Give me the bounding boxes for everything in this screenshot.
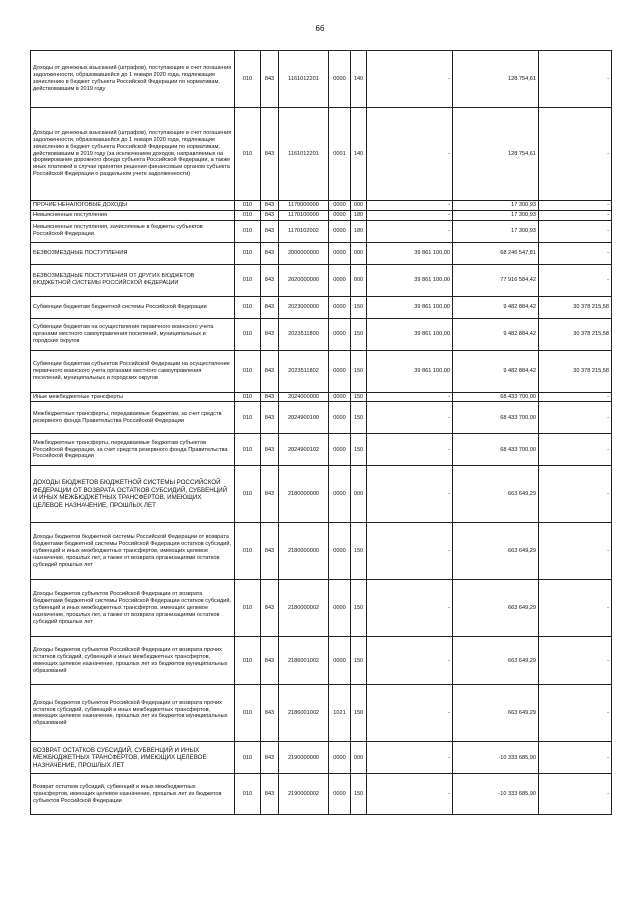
row-name: Невыясненные поступления	[31, 210, 235, 220]
row-code-1: 010	[235, 264, 261, 296]
row-code-5: 000	[351, 742, 367, 774]
row-name: Межбюджетные трансферты, передаваемые бюджетам субъектов Российской Федерации, за счет средств резервного фонда Правительства Российской Федерации	[31, 434, 235, 466]
row-code-2: 843	[261, 434, 279, 466]
row-value-2: 68 246 547,81	[453, 242, 539, 264]
table-row	[31, 742, 612, 774]
table-row	[31, 466, 612, 523]
row-code-4: 0001	[329, 108, 351, 201]
row-value-1: -	[367, 434, 453, 466]
row-code-5: 150	[351, 296, 367, 318]
row-code-4: 0000	[329, 637, 351, 685]
row-code-1: 010	[235, 523, 261, 580]
row-code-5: 150	[351, 637, 367, 685]
row-code-4: 0000	[329, 392, 351, 402]
row-code-2: 843	[261, 580, 279, 637]
page-number: 66	[315, 24, 325, 33]
row-value-3: -	[539, 685, 612, 742]
row-code-2: 843	[261, 242, 279, 264]
row-code-3: 1170100000	[279, 210, 329, 220]
row-code-1: 010	[235, 774, 261, 815]
row-name: Доходы от денежных взысканий (штрафов), поступающие в счет погашения задолженности, образовавшейся до 1 января 2020 года, подлежащие зачислению в бюджет субъекта Российской Федерации по нормативам, действовавшим в 2019 году	[31, 51, 235, 108]
row-name: ПРОЧИЕ НЕНАЛОГОВЫЕ ДОХОДЫ	[31, 201, 235, 211]
row-value-2: 9 482 884,42	[453, 318, 539, 350]
row-value-3: 30 378 215,58	[539, 318, 612, 350]
row-code-1: 010	[235, 580, 261, 637]
row-value-2: 68 433 700,00	[453, 434, 539, 466]
row-value-3: -	[539, 108, 612, 201]
row-name: Субвенции бюджетам бюджетной системы Российской Федерации	[31, 296, 235, 318]
row-code-1: 010	[235, 296, 261, 318]
row-name: ВОЗВРАТ ОСТАТКОВ СУБСИДИЙ, СУБВЕНЦИЙ И ИНЫХ МЕЖБЮДЖЕТНЫХ ТРАНСФЕРТОВ, ИМЕЮЩИХ ЦЕЛЕВОЕ НАЗНАЧЕНИЕ, ПРОШЛЫХ ЛЕТ	[31, 742, 235, 774]
row-code-5: 000	[351, 201, 367, 211]
row-value-2: 17 300,93	[453, 220, 539, 242]
row-value-3: -	[539, 523, 612, 580]
row-value-1: 39 861 100,00	[367, 318, 453, 350]
row-code-1: 010	[235, 318, 261, 350]
row-value-2: -10 333 685,90	[453, 742, 539, 774]
table-row	[31, 402, 612, 434]
row-name: Доходы от денежных взысканий (штрафов), поступающие в счет погашения задолженности, образовавшейся до 1 января 2020 года, подлежащие зачислению в бюджет субъекта Российской Федерации по нормативам, действовавшим в 2019 году (за исключением доходов, направляемых на формирование дорожного фонда субъекта Российской Федерации, а также иных платежей в случае принятия решения финансовым органом субъекта Российской Федерации о раздельном учете задолженности)	[31, 108, 235, 201]
row-value-2: 9 482 884,42	[453, 296, 539, 318]
row-code-3: 2024900100	[279, 402, 329, 434]
table-row	[31, 318, 612, 350]
row-code-4: 0000	[329, 51, 351, 108]
row-code-2: 843	[261, 523, 279, 580]
row-code-2: 843	[261, 685, 279, 742]
row-value-2: 9 482 884,42	[453, 350, 539, 392]
row-code-1: 010	[235, 685, 261, 742]
row-code-3: 2024000000	[279, 392, 329, 402]
row-value-1: -	[367, 220, 453, 242]
row-code-5: 150	[351, 685, 367, 742]
row-name: Возврат остатков субсидий, субвенций и иных межбюджетных трансфертов, имеющих целевое назначение, прошлых лет из бюджетов субъектов Российской Федерации	[31, 774, 235, 815]
row-code-3: 2186001002	[279, 637, 329, 685]
row-value-1: 39 861 100,00	[367, 350, 453, 392]
row-name: Невыясненные поступления, зачисляемые в бюджеты субъектов Российской Федерации	[31, 220, 235, 242]
row-value-2: 17 300,93	[453, 210, 539, 220]
row-code-2: 843	[261, 108, 279, 201]
row-value-1: -	[367, 402, 453, 434]
row-value-3: -	[539, 201, 612, 211]
row-code-3: 2023511802	[279, 350, 329, 392]
row-name: Межбюджетные трансферты, передаваемые бюджетам, за счет средств резервного фонда Правительства Российской Федерации	[31, 402, 235, 434]
row-value-1: -	[367, 108, 453, 201]
row-value-2: 663 649,29	[453, 637, 539, 685]
row-code-1: 010	[235, 637, 261, 685]
row-name: Доходы бюджетов бюджетной системы Российской Федерации от возврата бюджетами бюджетной системы Российской Федерации остатков субсидий, субвенций и иных межбюджетных трансфертов, имеющих целевое назначение, прошлых лет, а также от возврата организациями остатков субсидий прошлых лет	[31, 523, 235, 580]
row-name: Доходы бюджетов субъектов Российской Федерации от возврата прочих остатков субсидий, субвенций и иных межбюджетных трансфертов, имеющих целевое назначение, прошлых лет из бюджетов муниципальных образований	[31, 637, 235, 685]
row-code-2: 843	[261, 392, 279, 402]
row-code-4: 0000	[329, 220, 351, 242]
row-code-3: 1170000000	[279, 201, 329, 211]
row-value-3: -	[539, 264, 612, 296]
row-code-4: 0000	[329, 742, 351, 774]
row-code-3: 2180000002	[279, 580, 329, 637]
row-code-2: 843	[261, 350, 279, 392]
row-code-3: 2023511800	[279, 318, 329, 350]
row-value-1: 39 861 100,00	[367, 264, 453, 296]
row-code-5: 150	[351, 580, 367, 637]
row-value-3: -	[539, 402, 612, 434]
table-row	[31, 296, 612, 318]
row-code-4: 0000	[329, 296, 351, 318]
row-code-4: 0000	[329, 201, 351, 211]
row-code-5: 150	[351, 392, 367, 402]
row-code-5: 180	[351, 210, 367, 220]
table-row	[31, 210, 612, 220]
row-code-2: 843	[261, 466, 279, 523]
row-code-1: 010	[235, 201, 261, 211]
row-code-1: 010	[235, 742, 261, 774]
row-code-5: 150	[351, 523, 367, 580]
row-value-2: 77 916 584,42	[453, 264, 539, 296]
row-value-3: -	[539, 242, 612, 264]
row-value-3: 30 378 215,58	[539, 296, 612, 318]
row-code-4: 1021	[329, 685, 351, 742]
row-code-4: 0000	[329, 580, 351, 637]
row-value-1: -	[367, 466, 453, 523]
table-row	[31, 434, 612, 466]
row-value-1: -	[367, 210, 453, 220]
row-code-1: 010	[235, 434, 261, 466]
row-name: Иные межбюджетные трансферты	[31, 392, 235, 402]
row-code-3: 2000000000	[279, 242, 329, 264]
row-code-5: 150	[351, 318, 367, 350]
table-row	[31, 264, 612, 296]
row-value-3: 30 378 215,58	[539, 350, 612, 392]
row-value-3: -	[539, 580, 612, 637]
table-row	[31, 523, 612, 580]
row-value-1: -	[367, 774, 453, 815]
row-code-3: 2190000000	[279, 742, 329, 774]
row-code-4: 0000	[329, 242, 351, 264]
row-value-3: -	[539, 637, 612, 685]
table-row	[31, 220, 612, 242]
row-value-2: 128 754,61	[453, 108, 539, 201]
row-code-3: 2186001002	[279, 685, 329, 742]
row-code-2: 843	[261, 264, 279, 296]
row-value-3: -	[539, 774, 612, 815]
row-name: Субвенции бюджетам на осуществление первичного воинского учета органами местного самоуправления поселений, муниципальных и городских округов	[31, 318, 235, 350]
row-code-4: 0000	[329, 434, 351, 466]
row-value-1: -	[367, 580, 453, 637]
row-code-4: 0000	[329, 350, 351, 392]
row-value-3: -	[539, 392, 612, 402]
table-row	[31, 201, 612, 211]
row-code-5: 000	[351, 466, 367, 523]
table-row	[31, 350, 612, 392]
row-code-1: 010	[235, 220, 261, 242]
row-code-2: 843	[261, 318, 279, 350]
table-row	[31, 637, 612, 685]
row-code-1: 010	[235, 108, 261, 201]
row-value-2: 663 649,29	[453, 685, 539, 742]
row-code-2: 843	[261, 742, 279, 774]
row-value-2: 68 433 700,00	[453, 392, 539, 402]
row-code-1: 010	[235, 466, 261, 523]
row-code-5: 180	[351, 220, 367, 242]
row-code-2: 843	[261, 296, 279, 318]
table-row	[31, 51, 612, 108]
row-code-4: 0000	[329, 210, 351, 220]
row-code-5: 150	[351, 402, 367, 434]
row-code-1: 010	[235, 51, 261, 108]
row-code-2: 843	[261, 51, 279, 108]
row-value-2: 663 649,29	[453, 523, 539, 580]
row-code-3: 2023000000	[279, 296, 329, 318]
table-row	[31, 242, 612, 264]
row-value-2: 17 300,93	[453, 201, 539, 211]
row-name: БЕЗВОЗМЕЗДНЫЕ ПОСТУПЛЕНИЯ ОТ ДРУГИХ БЮДЖЕТОВ БЮДЖЕТНОЙ СИСТЕМЫ РОССИЙСКОЙ ФЕДЕРАЦИИ	[31, 264, 235, 296]
row-value-1: -	[367, 392, 453, 402]
row-code-2: 843	[261, 402, 279, 434]
row-value-2: -10 333 685,90	[453, 774, 539, 815]
row-value-1: 39 861 100,00	[367, 296, 453, 318]
row-value-2: 663 649,29	[453, 466, 539, 523]
row-value-1: -	[367, 685, 453, 742]
row-code-5: 000	[351, 264, 367, 296]
row-code-5: 140	[351, 51, 367, 108]
table-row	[31, 392, 612, 402]
row-code-1: 010	[235, 392, 261, 402]
row-code-3: 2190000002	[279, 774, 329, 815]
row-name: БЕЗВОЗМЕЗДНЫЕ ПОСТУПЛЕНИЯ	[31, 242, 235, 264]
row-code-4: 0000	[329, 402, 351, 434]
table-row	[31, 580, 612, 637]
row-code-5: 140	[351, 108, 367, 201]
row-value-3: -	[539, 466, 612, 523]
row-code-1: 010	[235, 242, 261, 264]
row-value-2: 128 754,61	[453, 51, 539, 108]
row-code-3: 2024900102	[279, 434, 329, 466]
row-value-1: -	[367, 523, 453, 580]
table-row	[31, 685, 612, 742]
row-value-1: -	[367, 201, 453, 211]
row-value-1: -	[367, 742, 453, 774]
row-value-3: -	[539, 742, 612, 774]
row-value-2: 68 433 700,00	[453, 402, 539, 434]
row-code-2: 843	[261, 774, 279, 815]
row-value-1: -	[367, 637, 453, 685]
row-value-3: -	[539, 51, 612, 108]
row-code-5: 000	[351, 242, 367, 264]
row-value-3: -	[539, 220, 612, 242]
row-code-3: 2180000000	[279, 466, 329, 523]
row-code-3: 1161012201	[279, 108, 329, 201]
row-name: ДОХОДЫ БЮДЖЕТОВ БЮДЖЕТНОЙ СИСТЕМЫ РОССИЙСКОЙ ФЕДЕРАЦИИ ОТ ВОЗВРАТА ОСТАТКОВ СУБСИДИЙ, СУБВЕНЦИЙ И ИНЫХ МЕЖБЮДЖЕТНЫХ ТРАНСФЕРТОВ, ИМЕЮЩИХ ЦЕЛЕВОЕ НАЗНАЧЕНИЕ, ПРОШЛЫХ ЛЕТ	[31, 466, 235, 523]
row-value-1: 39 861 100,00	[367, 242, 453, 264]
row-code-2: 843	[261, 210, 279, 220]
row-name: Субвенции бюджетам субъектов Российской Федерации на осуществление первичного воинского учета органами местного самоуправления поселений, муниципальных и городских округов	[31, 350, 235, 392]
row-code-2: 843	[261, 201, 279, 211]
row-code-4: 0000	[329, 466, 351, 523]
row-code-1: 010	[235, 350, 261, 392]
row-value-3: -	[539, 210, 612, 220]
row-code-5: 150	[351, 434, 367, 466]
row-value-2: 663 649,29	[453, 580, 539, 637]
row-code-3: 1161012201	[279, 51, 329, 108]
table-row	[31, 774, 612, 815]
row-code-1: 010	[235, 210, 261, 220]
row-value-3: -	[539, 434, 612, 466]
row-code-3: 2180000000	[279, 523, 329, 580]
row-code-4: 0000	[329, 318, 351, 350]
row-code-2: 843	[261, 637, 279, 685]
row-name: Доходы бюджетов субъектов Российской Федерации от возврата прочих остатков субсидий, субвенций и иных межбюджетных трансфертов, имеющих целевое назначение, прошлых лет из бюджетов муниципальных образований	[31, 685, 235, 742]
row-code-1: 010	[235, 402, 261, 434]
income-table	[30, 50, 612, 815]
table-row	[31, 108, 612, 201]
row-code-2: 843	[261, 220, 279, 242]
row-code-3: 2020000000	[279, 264, 329, 296]
row-code-5: 150	[351, 774, 367, 815]
row-code-4: 0000	[329, 774, 351, 815]
row-code-4: 0000	[329, 523, 351, 580]
row-value-1: -	[367, 51, 453, 108]
row-code-3: 1170102002	[279, 220, 329, 242]
row-code-5: 150	[351, 350, 367, 392]
row-name: Доходы бюджетов субъектов Российской Федерации от возврата бюджетами бюджетной системы Российской Федерации остатков субсидий, субвенций и иных межбюджетных трансфертов, имеющих целевое назначение, прошлых лет, а также от возврата организациями остатков субсидий прошлых лет	[31, 580, 235, 637]
row-code-4: 0000	[329, 264, 351, 296]
